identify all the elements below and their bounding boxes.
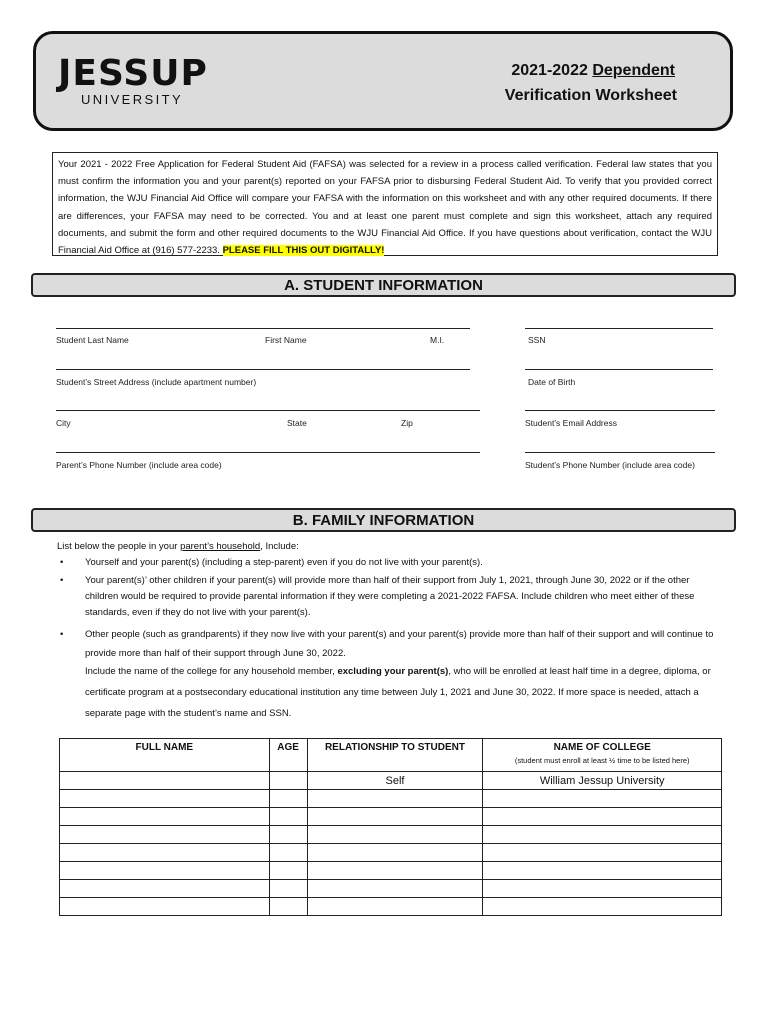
student-phone-label: Student’s Phone Number (include area code)	[525, 460, 695, 470]
family-intro	[57, 541, 299, 552]
cell-relationship[interactable]	[307, 790, 483, 808]
table-row	[60, 790, 722, 808]
cell-relationship[interactable]	[307, 898, 483, 916]
student-name-line[interactable]	[56, 328, 470, 329]
family-intro-suffix: , Include:	[260, 541, 299, 552]
cell-relationship[interactable]	[307, 862, 483, 880]
table-row	[60, 880, 722, 898]
cell-relationship[interactable]	[307, 826, 483, 844]
worksheet-title	[511, 62, 675, 80]
cell-age[interactable]	[269, 880, 307, 898]
table-row	[60, 826, 722, 844]
dob-label: Date of Birth	[528, 377, 576, 387]
excluding-parents: excluding your parent(s)	[337, 666, 449, 677]
street-address-label: Student’s Street Address (include apartment number)	[56, 377, 257, 387]
family-bullet-list	[60, 555, 720, 663]
state-label: State	[287, 418, 307, 428]
cell-name[interactable]	[60, 844, 270, 862]
city-label: City	[56, 418, 71, 428]
university-logo-subtitle: UNIVERSITY	[81, 92, 184, 107]
parent-phone-label: Parent’s Phone Number (include area code)	[56, 460, 222, 470]
intro-paragraph	[52, 152, 718, 256]
family-table	[59, 738, 722, 916]
table-row	[60, 898, 722, 916]
worksheet-type: Dependent	[592, 62, 675, 79]
cell-relationship[interactable]	[307, 844, 483, 862]
university-logo: JESSUP	[58, 53, 208, 94]
section-b-header: B. FAMILY INFORMATION	[31, 508, 736, 532]
cell-name[interactable]	[60, 808, 270, 826]
cell-college[interactable]	[483, 826, 722, 844]
cell-name[interactable]	[60, 772, 270, 790]
cell-college[interactable]	[483, 862, 722, 880]
include-college-note: Include the name of the college for any household member, excluding your parent(s), who will be enrolled at least half time in a degree, diploma, or certificate program at a postsecondary educational institution any time between July 1, 2021 and June 30, 2022. If more space is needed, attach a separate page with the student’s name and SSN.	[85, 666, 711, 719]
street-address-line[interactable]	[56, 369, 470, 370]
cell-college[interactable]	[483, 844, 722, 862]
college-note: (student must enroll at least ½ time to be listed here)	[514, 756, 690, 765]
bullet-icon: •	[60, 629, 64, 640]
cell-college[interactable]	[483, 790, 722, 808]
cell-relationship[interactable]	[307, 808, 483, 826]
bullet-icon: •	[60, 557, 64, 568]
col-college: NAME OF COLLEGE (student must enroll at least ½ time to be listed here)	[483, 739, 722, 772]
cell-age[interactable]	[269, 772, 307, 790]
col-age: AGE	[269, 739, 307, 772]
parent-phone-line[interactable]	[56, 452, 480, 453]
dob-line[interactable]	[525, 369, 713, 370]
cell-relationship[interactable]: Self	[307, 772, 483, 790]
cell-name[interactable]	[60, 790, 270, 808]
table-row	[60, 808, 722, 826]
col-full-name: FULL NAME	[60, 739, 270, 772]
ssn-line[interactable]	[525, 328, 713, 329]
mi-label: M.I.	[430, 335, 445, 345]
email-line[interactable]	[525, 410, 715, 411]
cell-age[interactable]	[269, 898, 307, 916]
cell-name[interactable]	[60, 898, 270, 916]
cell-age[interactable]	[269, 826, 307, 844]
zip-label: Zip	[401, 418, 413, 428]
cell-college[interactable]	[483, 898, 722, 916]
cell-college[interactable]: William Jessup University	[483, 772, 722, 790]
ssn-label: SSN	[528, 335, 546, 345]
cell-college[interactable]	[483, 808, 722, 826]
cell-age[interactable]	[269, 808, 307, 826]
table-row	[60, 772, 722, 790]
fill-digitally-notice: PLEASE FILL THIS OUT DIGITALLY!	[222, 245, 385, 257]
table-header-row	[60, 739, 722, 772]
family-intro-household: parent’s household	[180, 541, 261, 552]
list-item: • Other people (such as grandparents) if they now live with your parent(s) and your parent(s) provide more than half of their support and will continue to provide more than half of their support through June 30, 2022.	[60, 625, 720, 663]
cell-name[interactable]	[60, 826, 270, 844]
last-name-label: Student Last Name	[56, 335, 129, 345]
cell-age[interactable]	[269, 862, 307, 880]
table-row	[60, 844, 722, 862]
city-state-zip-line[interactable]	[56, 410, 480, 411]
header-box	[33, 31, 733, 131]
worksheet-year: 2021-2022	[511, 62, 588, 79]
first-name-label: First Name	[265, 335, 307, 345]
cell-college[interactable]	[483, 880, 722, 898]
section-a-header: A. STUDENT INFORMATION	[31, 273, 736, 297]
student-phone-line[interactable]	[525, 452, 715, 453]
list-item: • Yourself and your parent(s) (including a step-parent) even if you do not live with your parent(s).	[60, 555, 720, 571]
bullet-icon: •	[60, 575, 64, 586]
cell-relationship[interactable]	[307, 880, 483, 898]
table-row	[60, 862, 722, 880]
cell-age[interactable]	[269, 790, 307, 808]
email-label: Student’s Email Address	[525, 418, 617, 428]
intro-text: Your 2021 - 2022 Free Application for Federal Student Aid (FAFSA) was selected for a review in a process called verification. Federal law states that you must confirm the information you and your parent(s) reported on your FAFSA prior to disbursing Federal Student Aid. To verify that you provided correct information, the WJU Financial Aid Office will compare your FAFSA with the information on this worksheet and with any other required documents. If there are differences, your FAFSA may need to be corrected. You and at least one parent must complete and sign this worksheet, attach any required documents, and submit the form and other required documents to the WJU Financial Aid Office. If you have questions about verification, contact the WJU Financial Aid Office at (916) 577-2233.	[58, 159, 712, 257]
cell-name[interactable]	[60, 862, 270, 880]
family-intro-prefix: List below the people in your	[57, 541, 178, 552]
col-relationship: RELATIONSHIP TO STUDENT	[307, 739, 483, 772]
list-item: • Your parent(s)’ other children if your parent(s) will provide more than half of their support from July 1, 2021, through June 30, 2022 or if the other children would be required to provide parental information if they were completing a 2021-2022 FAFSA. Include children who meet either of these standards, even if they do not live with your parent(s).	[60, 575, 695, 618]
cell-name[interactable]	[60, 880, 270, 898]
cell-age[interactable]	[269, 844, 307, 862]
worksheet-subtitle: Verification Worksheet	[504, 87, 677, 104]
